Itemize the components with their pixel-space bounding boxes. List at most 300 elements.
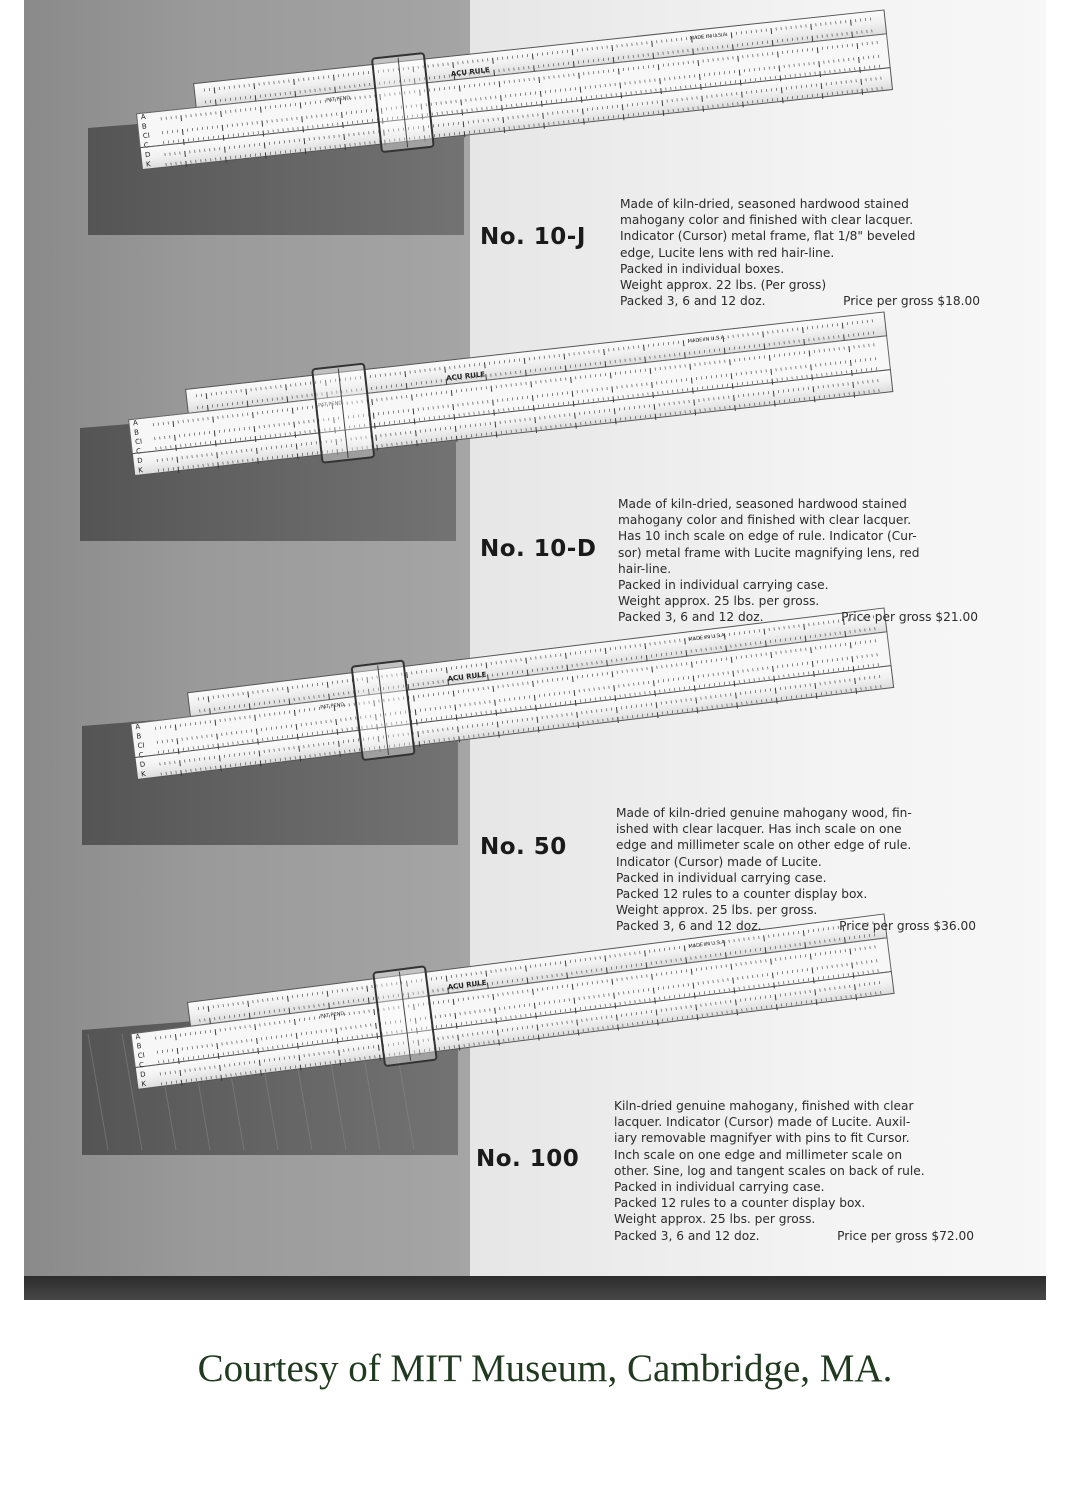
scale-tick: [817, 47, 818, 53]
packing-and-price: [618, 609, 978, 625]
scale-tick: [225, 147, 226, 153]
scale-tick: [774, 401, 775, 407]
scale-letter: D: [144, 150, 151, 160]
scale-tick: [850, 360, 851, 366]
scale-tick: [182, 129, 183, 135]
scale-tick: [496, 431, 497, 437]
scale-tick: [456, 436, 457, 442]
scale-tick: [372, 399, 373, 405]
product-description: [618, 496, 978, 626]
scale-tick: [860, 67, 861, 73]
scale-tick: [773, 391, 774, 397]
rule-brand-text: ACU RULE: [445, 370, 486, 383]
scanned-catalog-page: [24, 0, 1046, 1300]
scale-tick: [605, 361, 606, 367]
scale-tick: [581, 97, 582, 103]
scale-tick: [764, 343, 765, 349]
scale-tick: [615, 418, 616, 424]
scale-tick: [699, 74, 700, 80]
scale-tick: [262, 121, 263, 127]
scale-tick: [804, 339, 805, 345]
scale-tick: [572, 49, 573, 55]
description-line: iary removable magnifyer with pins to fit Cursor.: [614, 1131, 910, 1146]
scale-tick: [207, 405, 208, 411]
description-line: Indicator (Cursor) made of Lucite.: [616, 854, 822, 869]
scale-tick: [263, 131, 264, 137]
scale-tick: [177, 457, 178, 463]
scale-tick: [533, 405, 534, 411]
scale-tick: [543, 113, 544, 119]
scale-tick: [292, 408, 293, 414]
scale-tick: [618, 68, 619, 74]
scale-letter: B: [141, 122, 148, 131]
scale-tick: [612, 45, 613, 51]
scale-tick: [255, 95, 256, 101]
packing-and-price: [616, 918, 976, 934]
scale-tick: [462, 109, 463, 115]
scale-tick: [702, 96, 703, 102]
description-line: Weight approx. 25 lbs. per gross.: [616, 903, 818, 918]
scale-tick: [662, 100, 663, 106]
scale-letter: C: [138, 1060, 145, 1070]
scale-tick: [181, 115, 182, 121]
scale-tick: [584, 118, 585, 124]
scale-letter: B: [136, 732, 142, 741]
scale-tick: [643, 345, 644, 351]
model-label: No. 10-D: [480, 536, 597, 562]
scale-tick: [740, 80, 741, 86]
scale-tick: [703, 106, 704, 112]
scale-tick: [377, 445, 378, 451]
scale-tick: [842, 323, 843, 329]
scale-tick: [463, 121, 464, 127]
scale-tick: [526, 370, 527, 376]
rule-body: [125, 306, 893, 483]
scale-tick: [683, 340, 684, 346]
scale-tick: [258, 458, 259, 464]
scale-tick: [302, 116, 303, 122]
rule-pat-text: PAT PEND.: [319, 701, 347, 711]
scale-tick: [604, 349, 605, 355]
scale-tick: [742, 92, 743, 98]
scale-tick: [491, 386, 492, 392]
scale-tick: [334, 75, 335, 81]
scale-tick: [453, 404, 454, 410]
scale-tick: [661, 88, 662, 94]
scale-tick: [344, 134, 345, 140]
scale-tick: [819, 61, 820, 67]
price-per-gross: Price per gross $18.00: [843, 294, 980, 309]
packing-info: Packed 3, 6 and 12 doz.: [616, 919, 762, 934]
scale-tick: [176, 445, 177, 451]
scale-tick: [653, 53, 654, 59]
scale-tick: [623, 114, 624, 120]
scale-tick: [658, 64, 659, 70]
scale-tick: [732, 383, 733, 389]
scale-tick: [223, 135, 224, 141]
scale-tick: [693, 388, 694, 394]
scale-tick: [253, 412, 254, 418]
scale-tick: [580, 87, 581, 93]
scale-letter: A: [134, 1032, 141, 1042]
scale-tick: [811, 364, 812, 370]
description-line: ished with clear lacquer. Has inch scale on one: [616, 822, 902, 837]
scale-tick: [620, 82, 621, 88]
scale-tick: [861, 79, 862, 85]
scale-tick: [809, 350, 810, 356]
rule-brand-text: ACU RULE: [447, 670, 487, 684]
scale-tick: [461, 99, 462, 105]
scale-tick: [735, 405, 736, 411]
scale-tick: [622, 104, 623, 110]
scale-tick: [734, 395, 735, 401]
scale-tick: [565, 365, 566, 371]
scale-tick: [464, 131, 465, 137]
description-line: lacquer. Indicator (Cursor) made of Lucite. Auxil-: [614, 1115, 911, 1130]
description-line: other. Sine, log and tangent scales on back of rule.: [614, 1163, 925, 1178]
scale-tick: [772, 379, 773, 385]
description-line: Packed 12 rules to a counter display box.: [614, 1196, 866, 1211]
description-line: Inch scale on one edge and millimeter scale on: [614, 1147, 903, 1162]
scale-tick: [822, 93, 823, 99]
scale-letter: CI: [137, 741, 146, 751]
scale-tick: [613, 396, 614, 402]
scale-tick: [733, 44, 734, 50]
scale-tick: [820, 71, 821, 77]
scale-letter: CI: [142, 131, 151, 141]
slide-rule-illustrations: [24, 0, 1046, 1276]
scale-tick: [780, 75, 781, 81]
scale-tick: [294, 79, 295, 85]
scale-tick: [540, 91, 541, 97]
description-line: Weight approx. 22 lbs. (Per gross): [620, 278, 827, 293]
scale-tick: [812, 36, 813, 42]
scale-tick: [501, 95, 502, 101]
price-per-gross: Price per gross $36.00: [839, 919, 976, 934]
scale-tick: [724, 348, 725, 354]
scale-tick: [693, 49, 694, 55]
description-line: Indicator (Cursor) metal frame, flat 1/8" beveled: [620, 229, 916, 244]
scale-tick: [226, 157, 227, 163]
description-line: Packed in individual carrying case.: [618, 578, 829, 593]
scale-tick: [771, 369, 772, 375]
scale-tick: [650, 368, 651, 374]
scale-tick: [663, 110, 664, 116]
scale-tick: [459, 85, 460, 91]
scale-tick: [215, 99, 216, 105]
scale-tick: [451, 390, 452, 396]
scale-tick: [821, 83, 822, 89]
price-per-gross: Price per gross $72.00: [837, 1228, 974, 1243]
description-line: Made of kiln-dried, seasoned hardwood stained: [620, 197, 909, 211]
scale-tick: [782, 97, 783, 103]
description-line: Packed in individual carrying case.: [614, 1180, 825, 1195]
scale-tick: [813, 386, 814, 392]
scale-letter: B: [133, 428, 140, 437]
scale-tick: [246, 389, 247, 395]
scale-tick: [296, 444, 297, 450]
packing-info: Packed 3, 6 and 12 doz.: [620, 294, 766, 309]
scale-tick: [502, 105, 503, 111]
scale-tick: [265, 152, 266, 158]
scale-tick: [614, 408, 615, 414]
scale-tick: [494, 410, 495, 416]
scale-tick: [695, 409, 696, 415]
description-line: Made of kiln-dried, seasoned hardwood stained: [618, 497, 907, 511]
scale-tick: [576, 423, 577, 429]
price-per-gross: Price per gross $21.00: [841, 610, 978, 625]
description-line: Packed in individual boxes.: [620, 261, 785, 276]
scale-letter: B: [136, 1042, 142, 1051]
scale-tick: [691, 378, 692, 384]
scale-tick: [579, 73, 580, 79]
scale-tick: [730, 359, 731, 365]
scale-tick: [214, 430, 215, 436]
scale-tick: [539, 77, 540, 83]
scale-letter: C: [138, 751, 145, 760]
scale-letter: D: [136, 456, 144, 466]
scale-letter: CI: [137, 1051, 146, 1061]
scale-tick: [572, 391, 573, 397]
scale-tick: [303, 126, 304, 132]
scale-tick: [413, 408, 414, 414]
scale-tick: [417, 440, 418, 446]
scale-tick: [254, 426, 255, 432]
packing-info: Packed 3, 6 and 12 doz.: [618, 610, 764, 625]
scale-tick: [660, 78, 661, 84]
scale-tick: [739, 70, 740, 76]
scale-letter: K: [137, 466, 144, 475]
rule-body: [133, 4, 893, 177]
scale-tick: [222, 125, 223, 131]
description-line: sor) metal frame with Lucite magnifying lens, red: [618, 545, 920, 560]
scale-tick: [247, 401, 248, 407]
packing-and-price: [614, 1228, 974, 1244]
rule-pat-text: PAT PEND.: [320, 1010, 347, 1020]
scale-tick: [853, 382, 854, 388]
scale-tick: [685, 352, 686, 358]
scale-tick: [484, 362, 485, 368]
scale-tick: [701, 84, 702, 90]
scale-tick: [343, 122, 344, 128]
description-line: edge and millimeter scale on other edge of rule.: [616, 838, 912, 853]
rule-made-in-text: MADE IN U.S.A.: [688, 632, 727, 643]
scale-tick: [294, 422, 295, 428]
scale-tick: [771, 28, 772, 34]
scale-tick: [493, 400, 494, 406]
scale-tick: [582, 109, 583, 115]
scale-tick: [781, 87, 782, 93]
scale-tick: [779, 65, 780, 71]
scale-tick: [374, 423, 375, 429]
scale-tick: [345, 144, 346, 150]
scale-tick: [564, 354, 565, 360]
scale-letter: K: [145, 160, 151, 169]
rule-made-in-text: MADE IN U.S.A.: [688, 939, 727, 950]
scale-tick: [453, 62, 454, 68]
model-label: No. 100: [476, 1146, 580, 1172]
scale-tick: [731, 32, 732, 38]
scale-tick: [206, 393, 207, 399]
scale-tick: [652, 41, 653, 47]
rule-brand-text: ACU RULE: [447, 978, 487, 992]
scale-tick: [495, 422, 496, 428]
scale-tick: [178, 467, 179, 473]
scale-tick: [213, 417, 214, 423]
scale-tick: [544, 123, 545, 129]
scale-tick: [406, 383, 407, 389]
scale-tick: [185, 151, 186, 157]
scale-tick: [854, 392, 855, 398]
scale-tick: [571, 377, 572, 383]
description-line: Made of kiln-dried genuine mahogany wood, fin-: [616, 806, 912, 820]
description-line: Packed 12 rules to a counter display box.: [616, 887, 868, 902]
scale-tick: [342, 112, 343, 118]
model-label: No. 10-J: [480, 224, 586, 250]
scale-letter: A: [132, 418, 139, 428]
rule-body: [127, 908, 895, 1097]
scale-tick: [852, 370, 853, 376]
scale-tick: [772, 40, 773, 46]
description-line: Weight approx. 25 lbs. per gross.: [614, 1212, 816, 1227]
scale-tick: [738, 56, 739, 62]
scale-tick: [494, 70, 495, 76]
scale-tick: [532, 54, 533, 60]
museum-credit-caption: Courtesy of MIT Museum, Cambridge, MA.: [197, 1347, 893, 1390]
scale-tick: [532, 395, 533, 401]
scale-tick: [690, 364, 691, 370]
scale-tick: [373, 413, 374, 419]
scale-tick: [645, 357, 646, 363]
packing-and-price: [620, 293, 980, 309]
rule-pat-text: PAT PEND.: [325, 94, 353, 104]
scale-tick: [504, 127, 505, 133]
scale-tick: [536, 427, 537, 433]
scale-tick: [654, 404, 655, 410]
scale-tick: [803, 327, 804, 333]
scale-tick: [573, 61, 574, 67]
description-line: Kiln-dried genuine mahogany, finished with clear: [614, 1099, 914, 1113]
rule-made-in-text: MADE IN U.S.A.: [689, 31, 729, 42]
scale-tick: [255, 436, 256, 442]
scale-letter: K: [140, 769, 147, 779]
description-line: mahogany color and finished with clear lacquer.: [620, 213, 914, 228]
scale-tick: [286, 384, 287, 390]
scale-tick: [852, 32, 853, 38]
description-line: Weight approx. 25 lbs. per gross.: [618, 594, 820, 609]
scale-tick: [454, 414, 455, 420]
scale-tick: [257, 448, 258, 454]
scale-tick: [499, 81, 500, 87]
packing-info: Packed 3, 6 and 12 doz.: [614, 1228, 760, 1243]
product-description: [620, 196, 980, 309]
scale-tick: [621, 92, 622, 98]
scale-tick: [857, 43, 858, 49]
scale-tick: [455, 426, 456, 432]
scale-tick: [295, 432, 296, 438]
scale-tick: [655, 414, 656, 420]
scale-tick: [405, 371, 406, 377]
scale-tick: [412, 395, 413, 401]
scale-tick: [694, 399, 695, 405]
scale-tick: [486, 374, 487, 380]
scale-tick: [844, 335, 845, 341]
scale-tick: [175, 435, 176, 441]
scale-tick: [217, 452, 218, 458]
scale-tick: [214, 87, 215, 93]
scale-letter: D: [139, 1070, 147, 1079]
rule-made-in-text: MADE IN U.S.A.: [687, 334, 726, 345]
rule-brand-text: ACU RULE: [450, 66, 491, 79]
scale-tick: [778, 52, 779, 58]
description-line: Has 10 inch scale on edge of rule. Indicator (Cur-: [618, 529, 917, 544]
scale-tick: [535, 417, 536, 423]
scale-letter: A: [134, 722, 141, 732]
scale-tick: [300, 102, 301, 108]
scale-tick: [610, 373, 611, 379]
scale-tick: [503, 117, 504, 123]
scale-tick: [186, 161, 187, 167]
scale-letter: C: [143, 141, 150, 150]
scale-tick: [743, 102, 744, 108]
scale-tick: [416, 430, 417, 436]
scale-tick: [493, 58, 494, 64]
scale-tick: [215, 440, 216, 446]
scale-tick: [414, 418, 415, 424]
scale-letter: A: [140, 112, 147, 122]
product-description: [616, 805, 976, 935]
scale-letter: D: [139, 760, 146, 770]
scale-letter: C: [135, 447, 142, 456]
scale-tick: [698, 60, 699, 66]
scale-tick: [183, 139, 184, 145]
scale-tick: [295, 91, 296, 97]
scale-tick: [304, 138, 305, 144]
scale-tick: [221, 111, 222, 117]
scale-tick: [763, 331, 764, 337]
scale-tick: [653, 392, 654, 398]
scale-tick: [859, 57, 860, 63]
scale-tick: [612, 386, 613, 392]
scale-letter: K: [140, 1079, 147, 1089]
scale-tick: [575, 413, 576, 419]
scale-tick: [573, 401, 574, 407]
scale-tick: [376, 435, 377, 441]
description-line: mahogany color and finished with clear lacquer.: [618, 513, 912, 528]
scale-tick: [849, 346, 850, 352]
scale-tick: [297, 453, 298, 459]
scale-tick: [260, 107, 261, 113]
scale-tick: [173, 421, 174, 427]
description-line: Packed in individual carrying case.: [616, 870, 827, 885]
scale-tick: [445, 367, 446, 373]
scale-tick: [613, 57, 614, 63]
scale-tick: [652, 382, 653, 388]
scale-tick: [731, 373, 732, 379]
scale-tick: [814, 396, 815, 402]
scale-letter: CI: [134, 437, 143, 447]
scale-tick: [862, 89, 863, 95]
scale-tick: [534, 65, 535, 71]
scale-tick: [531, 381, 532, 387]
scale-tick: [541, 101, 542, 107]
scale-tick: [811, 24, 812, 30]
scale-tick: [218, 462, 219, 468]
scale-tick: [524, 358, 525, 364]
scale-tick: [264, 142, 265, 148]
rule-body: [127, 602, 894, 787]
scale-tick: [851, 20, 852, 26]
